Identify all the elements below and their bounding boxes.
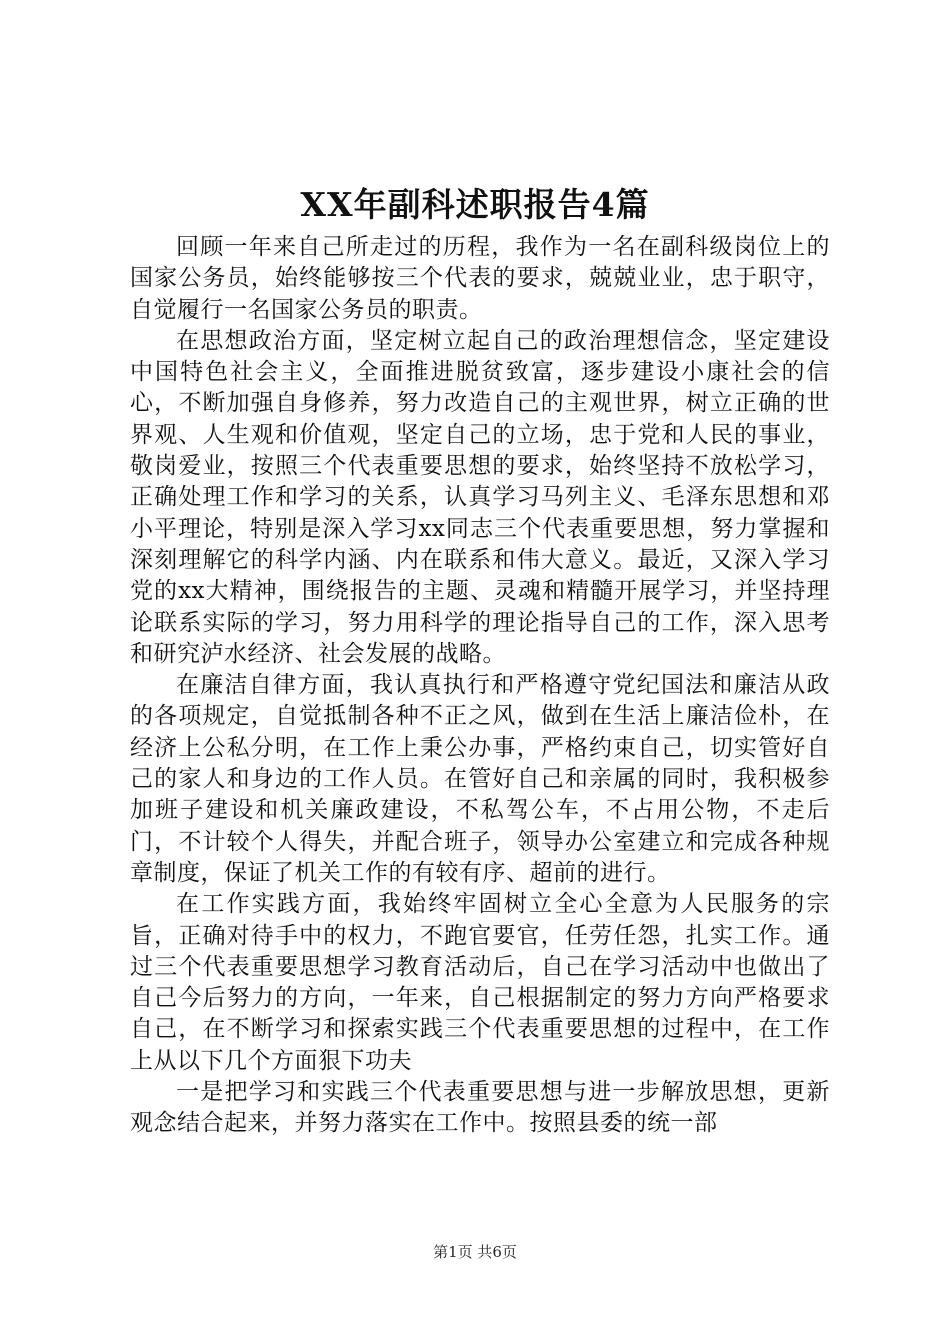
document-title: XX年副科述职报告4篇 (300, 185, 650, 224)
paragraph-point-one: 一是把学习和实践三个代表重要思想与进一步解放思想，更新观念结合起来，并努力落实在工作中。按照县委的统一部 (130, 1079, 830, 1137)
page-number-footer: 第1页 共6页 (433, 1243, 517, 1261)
document-body (130, 232, 830, 1140)
paragraph-work-practice: 在工作实践方面，我始终牢固树立全心全意为人民服务的宗旨，正确对待手中的权力，不跑官要官，任劳任怨，扎实工作。通过三个代表重要思想学习教育活动后，自己在学习活动中也做出了自己今后努力的方向，一年来，自己根据制定的努力方向严格要求自己，在不断学习和探索实践三个代表重要思想的过程中，在工作上从以下几个方面狠下功夫 (130, 891, 830, 1074)
paragraph-integrity: 在廉洁自律方面，我认真执行和严格遵守党纪国法和廉洁从政的各项规定，自觉抵制各种不正之风，做到在生活上廉洁俭朴，在经济上公私分明，在工作上秉公办事，严格约束自己，切实管好自己的家人和身边的工作人员。在管好自己和亲属的同时，我积极参加班子建设和机关廉政建设，不私驾公车，不占用公物，不走后门，不计较个人得失，并配合班子，领导办公室建立和完成各种规章制度，保证了机关工作的有较有序、超前的进行。 (130, 672, 830, 886)
paragraph-intro: 回顾一年来自己所走过的历程，我作为一名在副科级岗位上的国家公务员，始终能够按三个代表的要求，兢兢业业，忠于职守，自觉履行一名国家公务员的职责。 (130, 234, 830, 323)
paragraph-political-thought: 在思想政治方面，坚定树立起自己的政治理想信念，坚定建设中国特色社会主义，全面推进脱贫致富，逐步建设小康社会的信心，不断加强自身修养，努力改造自己的主观世界，树立正确的世界观、人生观和价值观，坚定自己的立场，忠于党和人民的事业，敬岗爱业，按照三个代表重要思想的要求，始终坚持不放松学习，正确处理工作和学习的关系，认真学习马列主义、毛泽东思想和邓小平理论，特别是深入学习xx同志三个代表重要思想，努力掌握和深刻理解它的科学内涵、内在联系和伟大意义。最近，又深入学习党的xx大精神，围绕报告的主题、灵魂和精髓开展学习，并坚持理论联系实际的学习，努力用科学的理论指导自己的工作，深入思考和研究泸水经济、社会发展的战略。 (130, 327, 830, 667)
